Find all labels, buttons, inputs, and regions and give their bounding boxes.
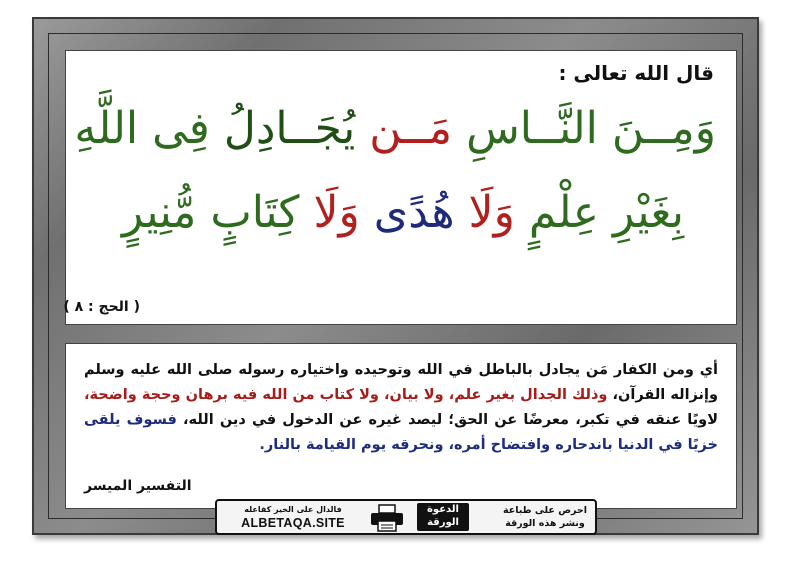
verse-word: مَــن	[369, 103, 453, 154]
logo-line: الدعوة	[427, 504, 459, 515]
tafsir-sentence: وذلك الجدال بغير علم، ولا بيان، ولا كتاب من الله فيه برهان وحجة واضحة،	[84, 387, 608, 403]
tafsir-sentence: لاويًا عنقه في تكبر، معرضًا عن الحق؛ ليصد غيره عن الدخول في دين الله،	[183, 412, 718, 428]
share-line: ونشر هذه الورقة	[505, 518, 585, 529]
verse-word: هُدًى	[373, 187, 455, 238]
verse-word: وَلَا	[313, 187, 360, 238]
logo	[417, 503, 469, 531]
site-link[interactable]: ALBETAQA.SITE	[241, 516, 345, 530]
tafsir-card	[65, 343, 737, 509]
share-line: احرص على طباعة	[502, 505, 588, 516]
tafsir-sentence: أي ومن الكفار مَن يجادل بالباطل في الله وتوحيده واختياره رسوله صلى الله عليه وسلم وإنزاله القرآن،	[84, 362, 718, 403]
site-block	[223, 504, 363, 531]
printer-icon	[367, 504, 407, 532]
logo-line: الورقة	[427, 517, 459, 528]
verse-reference: ( الحج : ٨ )	[63, 299, 140, 315]
verse-word: النَّــاسِ	[466, 103, 598, 154]
site-note: فالدال على الخير كفاعله	[244, 505, 342, 514]
footer-banner	[215, 499, 597, 535]
verse-word: فِى	[152, 103, 210, 154]
share-note	[501, 504, 589, 530]
tafsir-source: التفسير الميسر	[84, 478, 192, 494]
verse-word: عِلْمٍ	[528, 187, 599, 238]
verse-word: كِتَابٍ	[210, 187, 300, 238]
verse-word: وَلَا	[468, 187, 515, 238]
verse-word: وَمِــنَ	[611, 103, 716, 154]
verse-line-2	[90, 183, 716, 243]
tafsir-sentence: فسوف يلقى خزيًا في الدنيا باندحاره وافتضاح أمره، ونحرقه يوم القيامة بالنار.	[84, 412, 718, 453]
verse-word: اللَّهِ	[74, 103, 139, 154]
verse-line-1	[74, 99, 716, 159]
tafsir-text	[84, 358, 718, 458]
verse-intro: قال الله تعالى :	[558, 61, 714, 85]
verse-word: مُّنِيرٍ	[121, 187, 197, 238]
verse-word: بِغَيْرِ	[612, 187, 685, 238]
verse-card	[65, 50, 737, 325]
verse-word: يُجَــادِلُ	[223, 103, 356, 154]
